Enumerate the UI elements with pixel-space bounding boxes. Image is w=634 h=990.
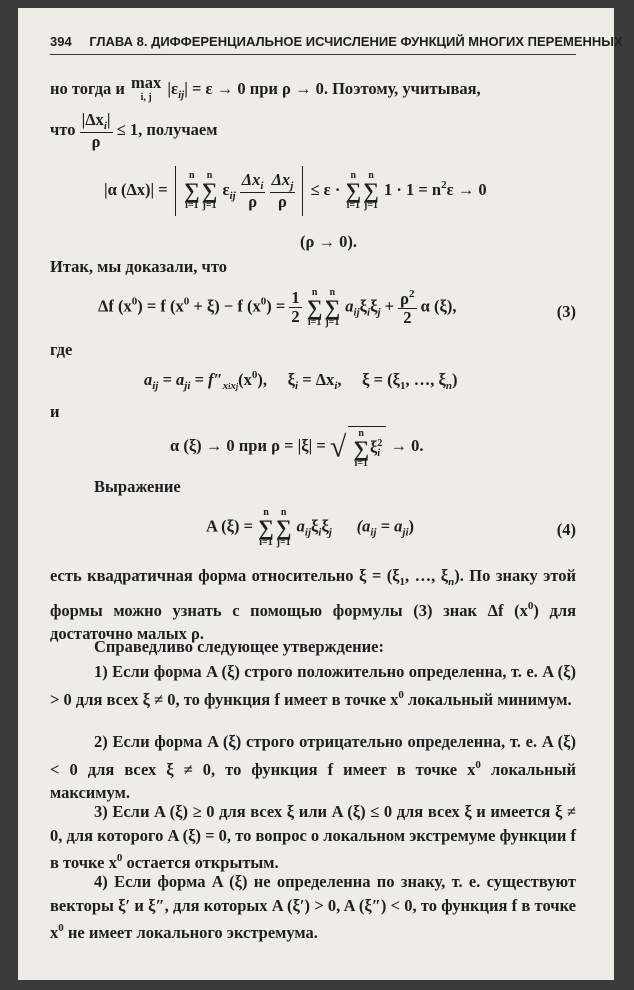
formula-4: A (ξ) = n ∑ i=1 n ∑ j=1 $a_{ij}\xi_i\xi_j$ $(a_{ij} = a_{ji})$ bbox=[206, 507, 415, 548]
formula-alpha-condition: (ρ → 0). bbox=[300, 232, 357, 251]
statement-item-1: 1) Если форма A (ξ) строго положительно определенна, т. е. A (ξ) > 0 для всех ξ ≠ 0, то функция f имеет в точке $x^0$ локальный минимум. bbox=[50, 662, 576, 709]
statement-item-2: 2) Если форма A (ξ) строго отрицательно определенна, т. е. A (ξ) < 0 для всех ξ ≠ 0, то функция f имеет в точке $x^0$ локальный максимум. bbox=[50, 732, 576, 802]
formula-3: Δf $(x^0) = f$ $(x^0 + \xi) - f$ $(x^0)$ = $\frac{1}{2}$ n ∑ i=1 n ∑ j=1 $a_{ij}\xi_i\xi_j$ + $\frac{\rho^2}{2}$ α (ξ), bbox=[98, 287, 457, 328]
text-line-2: что $\frac{|\Delta x_i|}{\rho}$ ≤ 1, получаем bbox=[50, 110, 218, 152]
page-number: 394 bbox=[50, 34, 72, 49]
statement-item-3: 3) Если A (ξ) ≥ 0 для всех ξ или A (ξ) ≤ 0 для всех ξ и имеется ξ ≠ 0, для которого A (ξ) = 0, то вопрос о локальном экстремуме функции f в точке $x^0$ остается открытым. bbox=[50, 802, 576, 872]
text-line-1: но тогда и max i, j $|\varepsilon_{ij}| = \varepsilon \to 0$ при ρ → 0. Поэтому, учитывая, bbox=[50, 73, 481, 104]
chapter-title: ГЛАВА 8. ДИФФЕРЕНЦИАЛЬНОЕ ИСЧИСЛЕНИЕ ФУНКЦИЙ МНОГИХ ПЕРЕМЕННЫХ bbox=[89, 34, 623, 49]
paragraph-quadratic-form: есть квадратичная форма относительно $\xi = (\xi_1$, …, $\xi_n$). По знаку этой формы можно узнать с помощью формулы (3) знак Δf $(x^0)$ для достаточно малых ρ. bbox=[50, 566, 577, 643]
formula-aij: $a_{ij} = a_{ji} = f''_{xixj}(x^0)$, $\xi_i = \Delta x_i$, $\xi = (\xi_1$, …, $\xi_n$) bbox=[144, 369, 458, 392]
text-vyrazhenie: Выражение bbox=[94, 477, 181, 496]
text-gde: где bbox=[50, 340, 73, 359]
statement-intro: Справедливо следующее утверждение: bbox=[94, 637, 384, 656]
header-rule bbox=[50, 54, 576, 55]
text-itak: Итак, мы доказали, что bbox=[50, 257, 227, 276]
text-i: и bbox=[50, 402, 60, 421]
formula-limit: α (ξ) → 0 при ρ = |ξ| = √ n ∑ i=1 ξ 2 i → 0. bbox=[170, 428, 424, 469]
statement-item-4: 4) Если форма A (ξ) не определенна по знаку, т. е. существуют векторы ξ′ и ξ″, для которых A (ξ′) > 0, A (ξ″) < 0, то функция f в точке $x^0$ не имеет локального экстремума. bbox=[50, 872, 576, 942]
running-header bbox=[50, 34, 623, 49]
formula-alpha: |α (Δx)| = n ∑ i=1 n ∑ j=1 $\varepsilon_{ij}$ $\frac{\Delta x_i}{\rho}$ $\frac{\Delta x_j}{\rho}$ ≤ ε · n ∑ i=1 n ∑ j=1 $1 \cdot 1 = n^2\varepsilon \to 0$ bbox=[104, 166, 487, 216]
book-page bbox=[18, 8, 623, 980]
equation-number-4: (4) bbox=[556, 520, 576, 539]
equation-number-3: (3) bbox=[556, 302, 576, 321]
